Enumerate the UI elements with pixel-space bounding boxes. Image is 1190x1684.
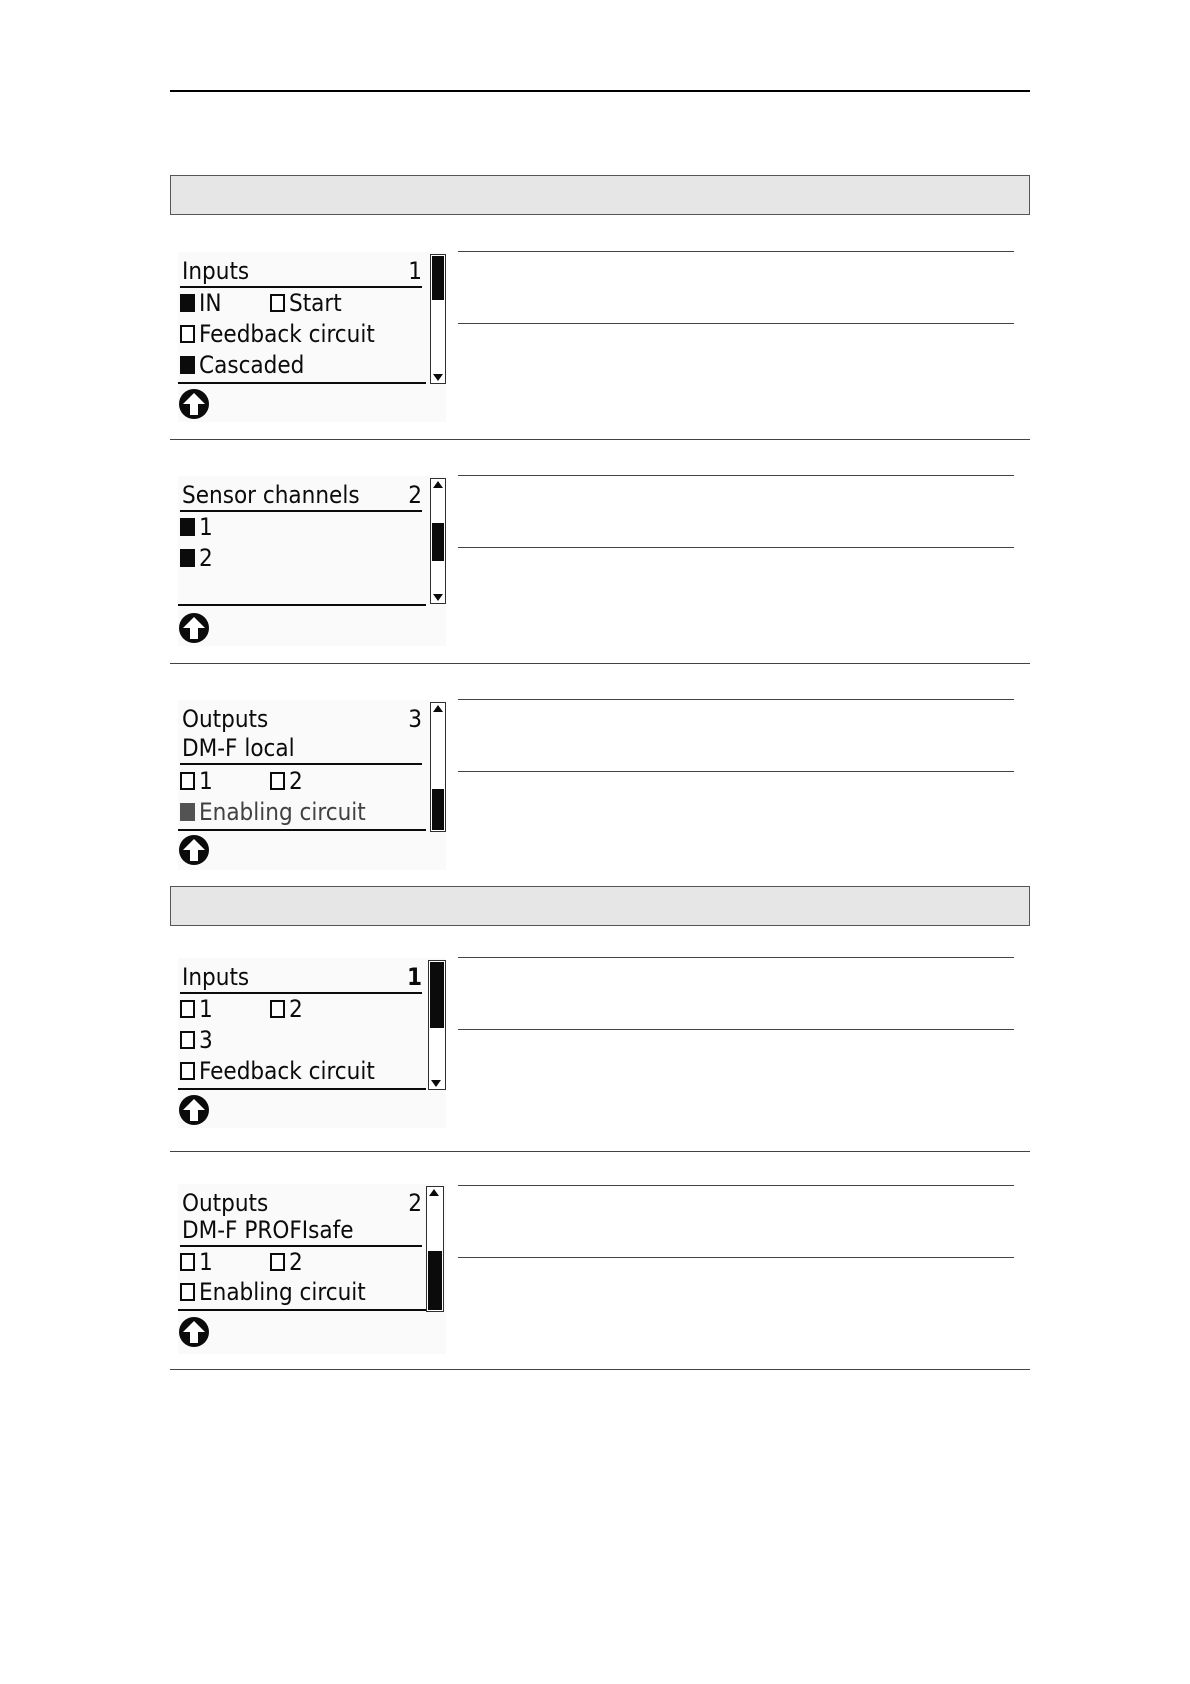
lcd-title: Inputs: [182, 257, 250, 285]
checkbox-filled-icon: [180, 356, 195, 374]
scroll-up-arrow-icon: [433, 705, 443, 712]
description-line: [458, 957, 1014, 958]
lcd-item-label: Enabling circuit: [199, 798, 366, 826]
lcd-item-label: 1: [199, 767, 213, 795]
lcd-item-label: 2: [289, 1248, 303, 1276]
lcd-row: [180, 319, 375, 349]
description-line: [458, 699, 1014, 700]
row-separator: [170, 1151, 1030, 1152]
lcd-row: [180, 994, 213, 1024]
lcd-title-row: [182, 962, 422, 992]
checkbox-empty-icon: [270, 772, 285, 790]
lcd-title: Outputs: [182, 705, 269, 733]
lcd-title-row: [182, 1188, 422, 1218]
lcd-bottom-rule: [178, 382, 426, 384]
lcd-row: [180, 766, 213, 796]
back-up-arrow-icon: [178, 834, 210, 866]
back-up-arrow-icon: [178, 1316, 210, 1348]
checkbox-empty-icon: [180, 325, 195, 343]
header-rule: [170, 90, 1030, 92]
description-line: [458, 1029, 1014, 1030]
lcd-bottom-rule: [178, 1088, 426, 1090]
lcd-item-label: 1: [199, 995, 213, 1023]
checkbox-empty-icon: [180, 1062, 195, 1080]
lcd-item-label: 2: [289, 767, 303, 795]
lcd-page-number: 1: [408, 257, 422, 285]
lcd-screen-inputs: [178, 252, 446, 422]
lcd-page-number: 1: [406, 963, 422, 991]
checkbox-partial-icon: [180, 803, 195, 821]
lcd-row: [180, 288, 222, 318]
lcd-scrollbar: [430, 478, 446, 604]
scrollbar-thumb: [430, 962, 444, 1028]
checkbox-empty-icon: [270, 1253, 285, 1271]
description-line: [458, 1185, 1014, 1186]
scroll-up-arrow-icon: [429, 1189, 439, 1196]
lcd-title-row: [182, 704, 422, 734]
lcd-item-label: Cascaded: [199, 351, 305, 379]
lcd-row: [180, 797, 366, 827]
lcd-title-underline: [180, 510, 422, 512]
row-separator: [170, 1369, 1030, 1370]
scroll-down-arrow-icon: [433, 374, 443, 381]
lcd-item-label: Feedback circuit: [199, 320, 375, 348]
lcd-subtitle-underline: [180, 763, 422, 765]
lcd-item-label: Start: [289, 289, 342, 317]
lcd-item-label: 2: [199, 544, 213, 572]
lcd-title: Outputs: [182, 1189, 269, 1217]
lcd-row: [180, 543, 213, 573]
back-up-arrow-icon: [178, 612, 210, 644]
section-header-bar: [170, 886, 1030, 926]
lcd-subtitle: DM-F local: [182, 734, 295, 762]
lcd-page-number: 2: [408, 481, 422, 509]
lcd-item-label: 1: [199, 513, 213, 541]
checkbox-empty-icon: [270, 294, 285, 312]
row-separator: [170, 663, 1030, 664]
scrollbar-thumb: [432, 256, 444, 300]
lcd-subtitle: DM-F PROFIsafe: [182, 1216, 354, 1244]
scroll-down-arrow-icon: [431, 1080, 441, 1087]
lcd-page-number: 3: [408, 705, 422, 733]
row-separator: [170, 439, 1030, 440]
lcd-row: [180, 1277, 366, 1307]
checkbox-empty-icon: [180, 1000, 195, 1018]
scrollbar-thumb: [432, 523, 444, 561]
checkbox-empty-icon: [180, 1253, 195, 1271]
lcd-row: [180, 1056, 375, 1086]
lcd-title-row: [182, 480, 422, 510]
checkbox-filled-icon: [180, 549, 195, 567]
section-header-bar: [170, 175, 1030, 215]
back-up-arrow-icon: [178, 1094, 210, 1126]
lcd-item-label: 1: [199, 1248, 213, 1276]
lcd-scrollbar: [426, 1186, 444, 1312]
lcd-page-number: 2: [408, 1189, 422, 1217]
back-up-arrow-icon: [178, 388, 210, 420]
lcd-title: Inputs: [182, 963, 250, 991]
lcd-item-label: Enabling circuit: [199, 1278, 366, 1306]
lcd-scrollbar: [430, 254, 446, 384]
lcd-bottom-rule: [178, 604, 426, 606]
description-line: [458, 771, 1014, 772]
description-line: [458, 1257, 1014, 1258]
lcd-item-label: 3: [199, 1026, 213, 1054]
lcd-title-row: [182, 256, 422, 286]
lcd-item-label: IN: [199, 289, 222, 317]
scroll-down-arrow-icon: [433, 594, 443, 601]
lcd-cell: [270, 288, 342, 318]
checkbox-empty-icon: [180, 1031, 195, 1049]
lcd-screen-outputs-local: [178, 700, 446, 870]
lcd-cell: [270, 994, 303, 1024]
lcd-row: [180, 1025, 213, 1055]
lcd-row: [180, 350, 304, 380]
lcd-scrollbar: [430, 702, 446, 832]
lcd-row: [180, 512, 213, 542]
lcd-cell: [270, 766, 303, 796]
checkbox-empty-icon: [180, 1283, 195, 1301]
description-line: [458, 547, 1014, 548]
lcd-row: [180, 1247, 213, 1277]
scroll-up-arrow-icon: [433, 481, 443, 488]
checkbox-empty-icon: [270, 1000, 285, 1018]
scrollbar-thumb: [428, 1251, 442, 1310]
checkbox-empty-icon: [180, 772, 195, 790]
checkbox-filled-icon: [180, 294, 195, 312]
description-line: [458, 475, 1014, 476]
scrollbar-thumb: [432, 789, 444, 830]
lcd-screen-outputs-profisafe: [178, 1184, 446, 1354]
description-line: [458, 323, 1014, 324]
lcd-screen-inputs-profisafe: [178, 958, 446, 1128]
lcd-item-label: Feedback circuit: [199, 1057, 375, 1085]
checkbox-filled-icon: [180, 518, 195, 536]
lcd-bottom-rule: [178, 829, 426, 831]
lcd-cell: [270, 1247, 303, 1277]
lcd-scrollbar: [428, 960, 446, 1090]
lcd-title: Sensor channels: [182, 481, 360, 509]
lcd-bottom-rule: [178, 1309, 426, 1311]
lcd-screen-sensor-channels: [178, 476, 446, 646]
description-line: [458, 251, 1014, 252]
lcd-item-label: 2: [289, 995, 303, 1023]
